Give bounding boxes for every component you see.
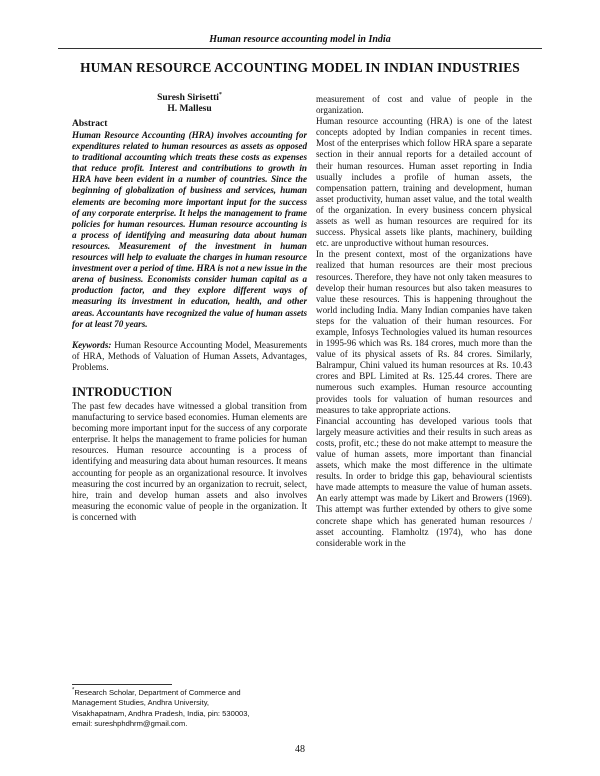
right-column — [316, 94, 532, 549]
keywords — [72, 340, 307, 373]
author-2: H. Mallesu — [167, 104, 212, 114]
footnote — [72, 688, 307, 730]
paragraph: measurement of cost and value of people in the organization. — [316, 94, 532, 116]
footnote-line: Visakhapatnam, Andhra Pradesh, India, pin: 530003, — [72, 708, 250, 718]
footnote-line: email: sureshphdhrm@gmail.com. — [72, 719, 188, 729]
abstract-heading: Abstract — [72, 119, 108, 129]
left-column — [72, 93, 307, 523]
paragraph: In the present context, most of the organizations have realized that human resources are their most precious resources. Therefore, they have not only taken measures to develop their human resources but also taken measures to value these resources. This is happening throughout the world including India. Many Indian companies have taken steps for the valuation of their human resources. For example, Infosys Technologies valued its human resources in 1995-96 which was Rs. 184 crores, much more than the value of its physical assets of Rs. 84 crores. Similarly, Balrampur, Chini valued its human resources at Rs. 10.43 crores and BPL Limited at Rs. 125.44 crores. There are numerous such examples. Human resource accounting provides tools for valuation of human resources and measures to take appropriate actions. — [316, 249, 532, 415]
keywords-label: Keywords: — [72, 339, 112, 350]
page-number: 48 — [295, 744, 305, 755]
running-head: Human resource accounting model in India — [58, 34, 542, 49]
author-1: Suresh Sirisetti* — [157, 91, 222, 103]
paragraph: Financial accounting has developed various tools that largely measure activities and their results in such areas as costs, profit, etc.; these do not make attempt to measure the value of human assets, more important than financial assets, which make the most difference in the ultimate results. In order to bridge this gap, behavioural scientists have made attempts to measure the value of human assets. An early attempt was made by Likert and Browers (1969). This attempt was further extended by others to give some concrete shape which has generated human resources / asset accounting. Flamholtz (1974), who has done considerable work in the — [316, 415, 532, 548]
introduction-heading: INTRODUCTION — [72, 384, 173, 399]
paper-title: HUMAN RESOURCE ACCOUNTING MODEL IN INDIAN INDUSTRIES — [80, 60, 520, 75]
footnote-line: *Research Scholar, Department of Commerce and — [72, 687, 241, 697]
abstract-text: Human Resource Accounting (HRA) involves accounting for expenditures related to human resources as assets as opposed to traditional accounting which treats these costs as expenses that reduce profit. Interest and contributions to growth in HRA have been evident in a number of countries. Since the beginning of globalization of business and services, human elements are becoming more important input for the success of any corporate enterprise. It helps the management to frame policies for human resources. Human resource accounting is a process of identifying and measuring data about human resources. Measurement of the investment in human resources will help to evaluate the charges in human resource investment over a period of time. HRA is not a new issue in the arena of business. Economists consider human capital as a production factor, and they explore different ways of measuring its investment in education, health, and other areas. Accountants have recognized the value of human assets for at least 70 years. — [72, 130, 307, 329]
paragraph: Human resource accounting (HRA) is one of the latest concepts adopted by Indian companies in recent times. Most of the enterprises which follow HRA spare a separate section in their annual reports for a detailed account of their human resources. Human asset reporting in India usually includes a profile of human assets, the compensation pattern, training and development, human asset productivity, human asset value, and the total wealth of the organization. In every business concern physical assets as well as human resources are required for its success. Physical assets like plants, machinery, building etc. are unproductive without human resources. — [316, 116, 532, 249]
footnote-divider — [72, 684, 172, 685]
footnote-line: Management Studies, Andhra University, — [72, 698, 210, 708]
author-block — [72, 93, 307, 115]
keywords-text: Human Resource Accounting Model, Measurements of HRA, Methods of Valuation of Human Assets, Advantages, Problems. — [72, 339, 307, 372]
introduction-text: The past few decades have witnessed a global transition from manufacturing to service based economies. Human elements are becoming more important input for the success of any corporate enterprise. It helps the management to frame policies for human resources. Human resource accounting is a process of identifying and measuring data about human resources. It means accounting for people as an organizational resource. It involves measuring the cost incurred by an organization to recruit, select, hire, train and develop human assets and also involves measuring the economic value of people in the organization. It is concerned with — [72, 400, 307, 522]
